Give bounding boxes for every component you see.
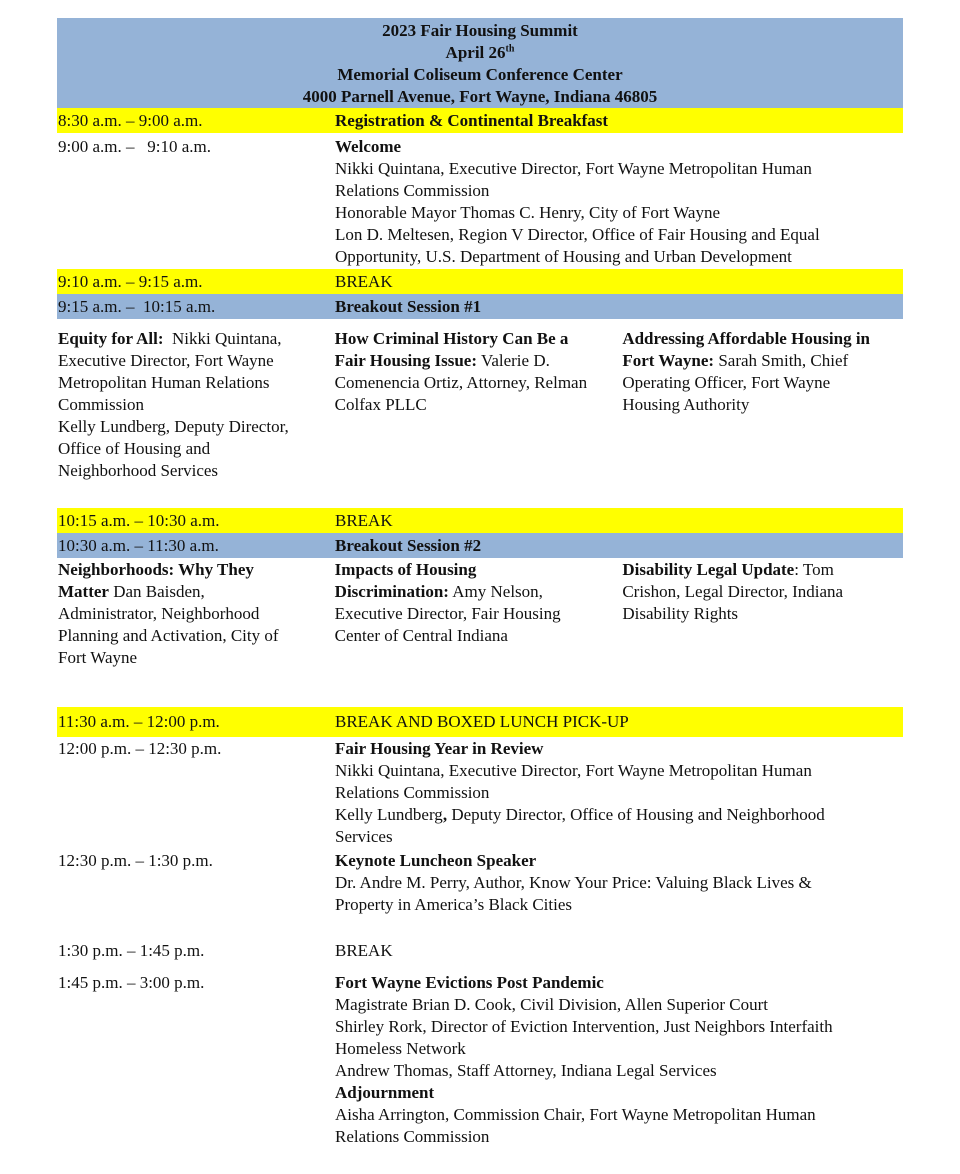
evictions-title: Fort Wayne Evictions Post Pandemic — [335, 973, 604, 992]
neighborhoods-title-2: Matter — [58, 582, 109, 601]
welcome-line: Opportunity, U.S. Department of Housing and Urban Development — [335, 247, 792, 266]
affordable-title-2: Fort Wayne: — [622, 351, 715, 370]
time-review: 12:00 p.m. – 12:30 p.m. — [58, 739, 222, 758]
equity-title: Equity for All: — [58, 329, 164, 348]
agenda-page — [57, 18, 903, 1148]
session-2-discrimination — [335, 559, 623, 707]
time-evictions: 1:45 p.m. – 3:00 p.m. — [58, 973, 205, 992]
welcome-line: Nikki Quintana, Executive Director, Fort Wayne Metropolitan Human — [335, 159, 812, 178]
evictions-line: Magistrate Brian D. Cook, Civil Division, Allen Superior Court — [335, 995, 769, 1014]
time-welcome: 9:00 a.m. – 9:10 a.m. — [58, 137, 211, 156]
welcome-line: Relations Commission — [335, 181, 490, 200]
time-session-1: 9:15 a.m. – 10:15 a.m. — [58, 296, 216, 316]
session-2-disability — [622, 559, 903, 707]
date-text: April 26 — [445, 43, 506, 62]
time-break-1: 9:10 a.m. – 9:15 a.m. — [58, 271, 203, 291]
date-suffix: th — [505, 43, 515, 55]
row-break-2 — [57, 508, 903, 533]
row-lunch — [57, 707, 903, 737]
review-line: Relations Commission — [335, 783, 490, 802]
time-lunch: 11:30 a.m. – 12:00 p.m. — [58, 712, 220, 731]
event-break-1: BREAK — [335, 271, 393, 291]
disability-text: : Tom — [794, 560, 834, 579]
criminal-line: Colfax PLLC — [334, 395, 427, 414]
welcome-line: Honorable Mayor Thomas C. Henry, City of Fort Wayne — [335, 203, 721, 222]
neighborhoods-line: Fort Wayne — [58, 648, 138, 667]
venue-name: Memorial Coliseum Conference Center — [337, 65, 623, 84]
event-evictions — [335, 972, 903, 1148]
session-1-affordable-housing — [622, 328, 903, 508]
equity-line: Neighborhood Services — [58, 461, 219, 480]
adjournment-line: Aisha Arrington, Commission Chair, Fort Wayne Metropolitan Human — [335, 1105, 816, 1124]
criminal-text: Valerie D. — [477, 351, 550, 370]
row-keynote — [57, 850, 903, 940]
affordable-text: Sarah Smith, Chief — [714, 351, 849, 370]
row-evictions — [57, 972, 903, 1148]
keynote-line: Dr. Andre M. Perry, Author, Know Your Price: Valuing Black Lives & — [335, 873, 812, 892]
equity-line: Metropolitan Human Relations — [58, 373, 270, 392]
row-registration — [57, 108, 903, 133]
equity-line: Office of Housing and — [58, 439, 211, 458]
keynote-title: Keynote Luncheon Speaker — [335, 851, 537, 870]
review-line: Nikki Quintana, Executive Director, Fort Wayne Metropolitan Human — [335, 761, 812, 780]
time-break-2: 10:15 a.m. – 10:30 a.m. — [58, 510, 220, 530]
discrimination-title-1: Impacts of Housing — [334, 560, 477, 579]
criminal-line: Comenencia Ortiz, Attorney, Relman — [334, 373, 588, 392]
disability-title: Disability Legal Update — [622, 560, 795, 579]
session-1-equity — [57, 328, 335, 508]
disability-line: Disability Rights — [622, 604, 739, 623]
row-session-1 — [57, 294, 903, 319]
venue-address: 4000 Parnell Avenue, Fort Wayne, Indiana 46805 — [302, 87, 658, 106]
time-session-2: 10:30 a.m. – 11:30 a.m. — [58, 535, 219, 555]
disability-line: Crishon, Legal Director, Indiana — [622, 582, 844, 601]
review-title: Fair Housing Year in Review — [335, 739, 544, 758]
neighborhoods-line: Planning and Activation, City of — [58, 626, 279, 645]
neighborhoods-text: Dan Baisden, — [108, 582, 205, 601]
review-kelly-line — [335, 804, 903, 826]
session-1-columns — [57, 328, 903, 508]
summit-date — [57, 42, 903, 64]
row-welcome — [57, 133, 903, 269]
time-break-3: 1:30 p.m. – 1:45 p.m. — [58, 941, 205, 960]
equity-text: Nikki Quintana, — [163, 329, 282, 348]
kelly-role: Deputy Director, Office of Housing and Neighborhood — [447, 805, 825, 824]
kelly-comma: , — [442, 805, 448, 824]
keynote-line: Property in America’s Black Cities — [335, 895, 573, 914]
event-session-1: Breakout Session #1 — [335, 296, 482, 316]
session-1-criminal-history — [335, 328, 623, 508]
session-2-columns — [57, 558, 903, 707]
adjournment-line: Relations Commission — [335, 1127, 490, 1146]
evictions-line: Shirley Rork, Director of Eviction Intervention, Just Neighbors Interfaith — [335, 1017, 833, 1036]
event-lunch: BREAK AND BOXED LUNCH PICK-UP — [335, 712, 629, 731]
discrimination-title-2: Discrimination: — [334, 582, 449, 601]
affordable-line: Housing Authority — [622, 395, 750, 414]
event-break-2: BREAK — [335, 510, 393, 530]
event-keynote — [335, 850, 903, 940]
summit-title: 2023 Fair Housing Summit — [382, 21, 578, 40]
event-session-2: Breakout Session #2 — [335, 535, 482, 555]
adjournment-title: Adjournment — [335, 1083, 435, 1102]
equity-line: Kelly Lundberg, Deputy Director, — [58, 417, 289, 436]
criminal-title-1: How Criminal History Can Be a — [334, 329, 569, 348]
evictions-line: Andrew Thomas, Staff Attorney, Indiana Legal Services — [335, 1061, 717, 1080]
row-break-3 — [57, 940, 903, 972]
neighborhoods-line: Administrator, Neighborhood — [58, 604, 260, 623]
time-keynote: 12:30 p.m. – 1:30 p.m. — [58, 851, 213, 870]
equity-line: Commission — [58, 395, 144, 414]
session-2-neighborhoods — [57, 559, 335, 707]
kelly-name: Kelly Lundberg — [335, 805, 443, 824]
neighborhoods-title-1: Neighborhoods: Why They — [58, 560, 254, 579]
affordable-title-1: Addressing Affordable Housing in — [622, 329, 870, 348]
discrimination-line: Executive Director, Fair Housing — [334, 604, 561, 623]
criminal-title-2: Fair Housing Issue: — [334, 351, 477, 370]
discrimination-line: Center of Central Indiana — [334, 626, 508, 645]
welcome-title: Welcome — [335, 137, 402, 156]
time-registration: 8:30 a.m. – 9:00 a.m. — [58, 110, 203, 130]
row-review — [57, 737, 903, 850]
event-registration: Registration & Continental Breakfast — [335, 110, 609, 130]
discrimination-text: Amy Nelson, — [448, 582, 543, 601]
row-session-2 — [57, 533, 903, 558]
equity-line: Executive Director, Fort Wayne — [58, 351, 274, 370]
affordable-line: Operating Officer, Fort Wayne — [622, 373, 831, 392]
agenda-header — [57, 18, 903, 108]
event-break-3: BREAK — [335, 941, 393, 960]
event-welcome — [335, 136, 903, 269]
welcome-line: Lon D. Meltesen, Region V Director, Office of Fair Housing and Equal — [335, 225, 820, 244]
evictions-line: Homeless Network — [335, 1039, 466, 1058]
review-line: Services — [335, 827, 393, 846]
row-break-1 — [57, 269, 903, 294]
event-review — [335, 738, 903, 850]
